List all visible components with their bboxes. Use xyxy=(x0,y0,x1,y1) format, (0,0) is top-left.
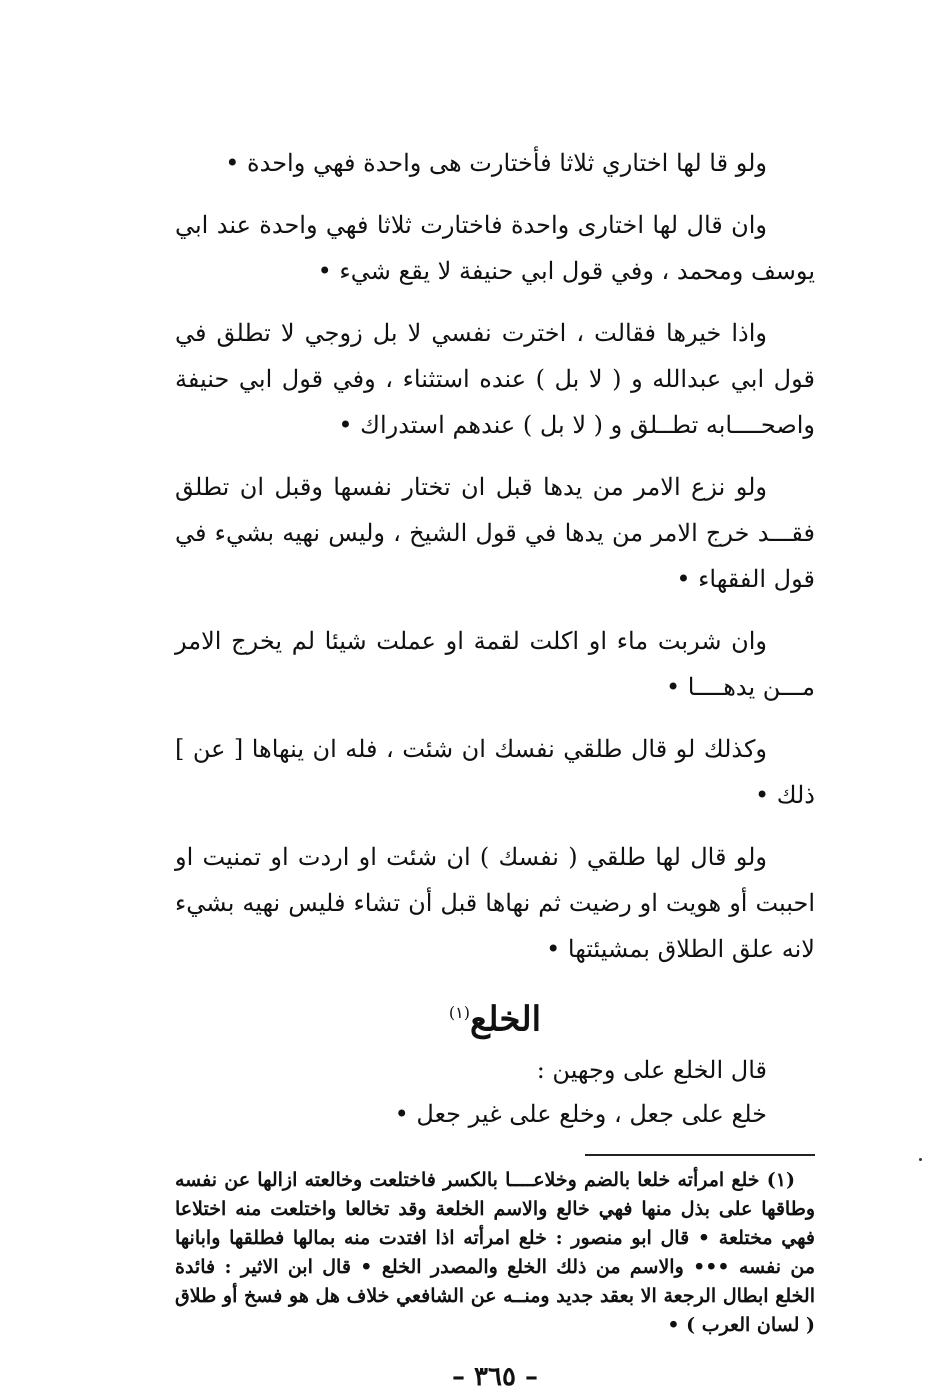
paragraph-1: ولو قا لها اختاري ثلاثا فأختارت هى واحدة فهي واحدة • xyxy=(225,149,767,177)
paragraph-6: وكذلك لو قال طلقي نفسك ان شئت ، فله ان ينهاها [ عن ] ذلك • xyxy=(175,735,815,809)
paragraph-4: ولو نزع الامر من يدها قبل ان تختار نفسها وقبل ان تطلق فقـــد خرج الامر من يدها في قول الشيخ ، وليس نهيه بشيء في قول الفقهاء • xyxy=(175,473,815,593)
section-heading xyxy=(175,988,815,1044)
footnote-text: (١) خلع امرأته خلعا بالضم وخلاعــــا بالكسر فاختلعت وخالعته ازالها عن نفسه وطاقها على بذل منها فهي خالع والاسم الخلعة وقد تخالعا واختلعت منه اختلاعا فهي مختلعة • قال ابو منصور : خلع امرأته اذا افتدت منه بمالها فطلقها وابانها من نفسه ••• والاسم من ذلك الخلع والمصدر الخلع • قال ابن الاثير : فائدة الخلع ابطال الرجعة الا بعقد جديد ومنــه عن الشافعي خلاف هل هو فسخ أو طلاق ( لسان العرب ) • xyxy=(175,1169,815,1337)
section-title: الخلع xyxy=(469,999,542,1040)
section-intro-line-1: قال الخلع على وجهين : xyxy=(536,1056,767,1085)
margin-speck xyxy=(919,1158,922,1161)
section-intro-line-2: خلع على جعل ، وخلع على غير جعل • xyxy=(394,1100,767,1129)
paragraph-3: واذا خيرها فقالت ، اخترت نفسي لا بل زوجي لا تطلق في قول ابي عبدالله و ( لا بل ) عنده استثناء ، وفي قول ابي حنيفة واصحــــابه تطــلق و ( لا بل ) عندهم استدراك • xyxy=(175,319,815,439)
paragraph-5: وان شربت ماء او اكلت لقمة او عملت شيئا لم يخرج الامر مـــن يدهــــا • xyxy=(175,627,815,701)
footnote-reference: (١) xyxy=(448,1003,470,1022)
page-body xyxy=(175,140,815,1392)
paragraph-7: ولو قال لها طلقي ( نفسك ) ان شئت او اردت او تمنيت او احببت أو هويت او رضيت ثم نهاها قبل أن تشاء فليس نهيه بشيء لانه علق الطلاق بمشيئتها • xyxy=(175,843,815,963)
page-number: – ٣٦٥ – xyxy=(451,1362,539,1392)
footnote-divider xyxy=(585,1154,815,1156)
paragraph-2: وان قال لها اختارى واحدة فاختارت ثلاثا فهي واحدة عند ابي يوسف ومحمد ، وفي قول ابي حنيفة لا يقع شيء • xyxy=(175,211,815,285)
